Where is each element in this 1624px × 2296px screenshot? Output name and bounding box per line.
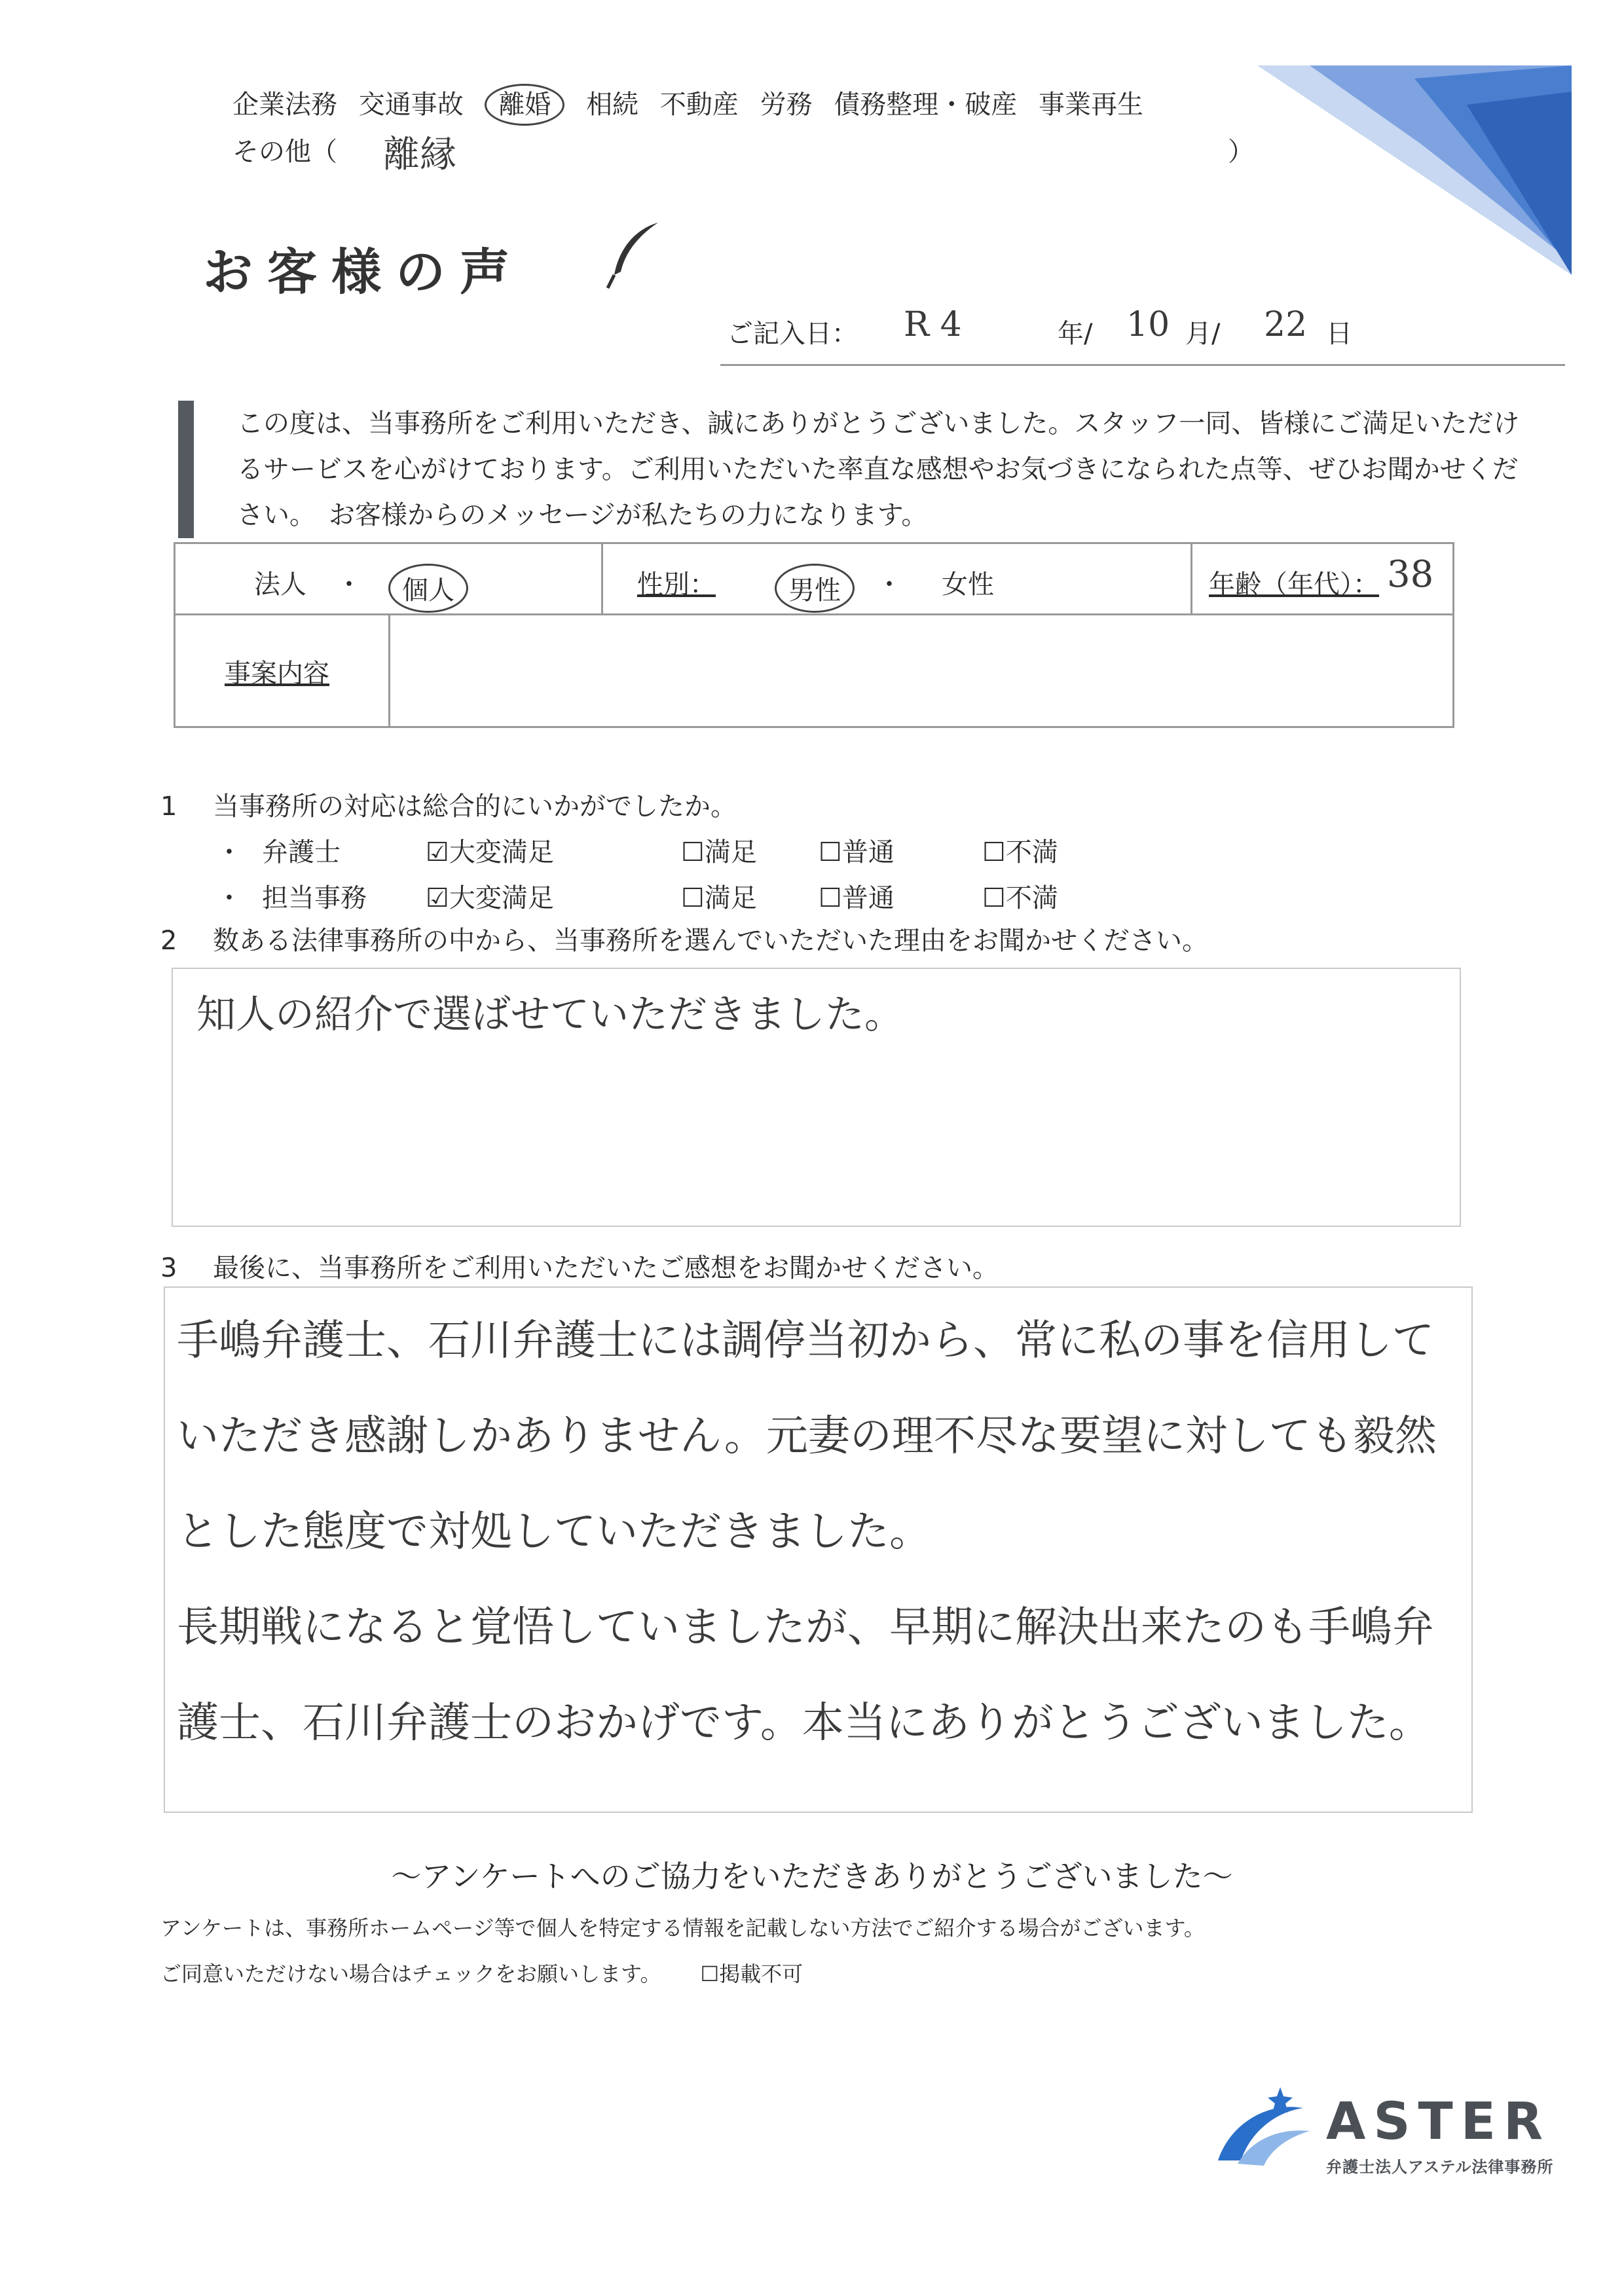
no-publish-checkbox[interactable]: ☐掲載不可 [700,1961,803,1986]
aster-logo-icon [1211,2082,1316,2174]
entity-corp-option: 法人 [254,570,306,600]
page-title: お客様の声 [203,243,524,301]
case-other-label: その他（ [232,137,337,167]
case-label-cell [175,613,390,726]
entity-separator: ・ [336,570,362,600]
q3-number: 3 [160,1253,177,1283]
case-other-row [232,131,1254,176]
thanks-message: ～アンケートへのご協力をいただきありがとうございました～ [391,1859,1233,1894]
gender-separator: ・ [876,570,902,600]
date-year-unit: 年/ [1058,319,1093,349]
rating-checkbox-satisfied[interactable]: ☐満足 [681,837,757,867]
q1-number: 1 [160,792,177,822]
date-label: ご記入日： [727,319,858,349]
q3-title [160,1247,999,1285]
entity-person-option: 個人 [388,564,468,613]
case-option: 労務 [760,90,813,120]
intro-accent-bar [178,401,194,538]
case-option: 交通事故 [358,90,464,120]
q1-title [160,786,737,823]
bullet: ・ [216,883,242,913]
date-day-unit: 日 [1326,319,1352,349]
case-label: 事案内容 [225,659,329,689]
rating-checkbox-dissatisfied[interactable]: ☐不満 [982,883,1058,913]
case-options [232,84,1143,121]
rating-checkbox-satisfied[interactable]: ☐満足 [681,883,757,913]
quill-icon [602,219,661,291]
date-day-value: 22 [1264,305,1308,344]
gender-cell [601,544,1192,613]
rating-checkbox-very-satisfied[interactable]: ☑大変満足 [426,837,554,867]
date-row [720,305,1565,366]
case-option: 企業法務 [232,90,337,120]
case-option: 不動産 [659,90,739,120]
entity-cell [175,544,603,613]
case-option-selected: 離婚 [485,84,564,126]
q2-text: 数ある法律事務所の中から、当事務所を選んでいただいた理由をお聞かせください。 [213,926,1208,956]
q2-answer: 知人の紹介で選ばせていただきました。 [196,992,904,1038]
gender-female-option: 女性 [942,570,994,600]
case-option: 事業再生 [1039,90,1144,120]
case-option: 相続 [586,90,639,120]
q3-text: 最後に、当事務所をご利用いただいたご感想をお聞かせください。 [213,1253,999,1283]
rating-checkbox-dissatisfied[interactable]: ☐不満 [982,837,1058,867]
case-other-close: ） [1228,137,1254,167]
case-option: 債務整理・破産 [834,90,1018,120]
age-value: 38 [1387,553,1434,596]
consent-note [160,1958,803,1988]
date-month-unit: 月/ [1185,319,1221,349]
logo-subtitle: 弁護士法人アステル法律事務所 [1326,2158,1554,2176]
case-other-value: 離縁 [383,134,456,176]
rating-row-label: 担当事務 [262,883,367,913]
q2-number: 2 [160,926,177,956]
bullet: ・ [216,837,242,867]
corner-decoration [1257,65,1572,275]
date-year-value: R 4 [904,305,962,344]
q1-text: 当事務所の対応は総合的にいかがでしたか。 [213,792,737,822]
client-info-table [174,542,1454,728]
privacy-note: アンケートは、事務所ホームページ等で個人を特定する情報を記載しない方法でご紹介する場合がございます。 [160,1916,1205,1941]
rating-row-label: 弁護士 [262,837,341,867]
intro-text: この度は、当事務所をご利用いただき、誠にありがとうございました。スタッフ一同、皆様にご満足いただけるサービスを心がけております。ご利用いただいた率直な感想やお気づきになられた点等、ぜひお聞かせください。 お客様からのメッセージが私たちの力になります。 [237,409,1520,530]
gender-male-option: 男性 [775,564,855,613]
consent-note-text: ご同意いただけない場合はチェックをお願いします。 [160,1961,661,1986]
q3-answer: 手嶋弁護士、石川弁護士には調停当初から、常に私の事を信用していただき感謝しかありません。元妻の理不尽な要望に対しても毅然とした態度で対処していただきました。 長期戦になると覚悟していましたが、早期に解決出来たのも手嶋弁護士、石川弁護士のおかげです。本当にありがとうございました。 [177,1317,1437,1747]
date-month-value: 10 [1126,305,1170,344]
rating-checkbox-normal[interactable]: ☐普通 [819,883,895,913]
age-cell [1190,544,1452,613]
gender-label: 性別： [637,570,716,600]
rating-checkbox-normal[interactable]: ☐普通 [819,837,895,867]
logo-name: ASTER [1326,2092,1551,2151]
age-label: 年齢（年代）： [1209,570,1379,600]
q2-title [160,920,1208,957]
rating-checkbox-very-satisfied[interactable]: ☑大変満足 [426,883,554,913]
client-info-row [175,544,1452,615]
